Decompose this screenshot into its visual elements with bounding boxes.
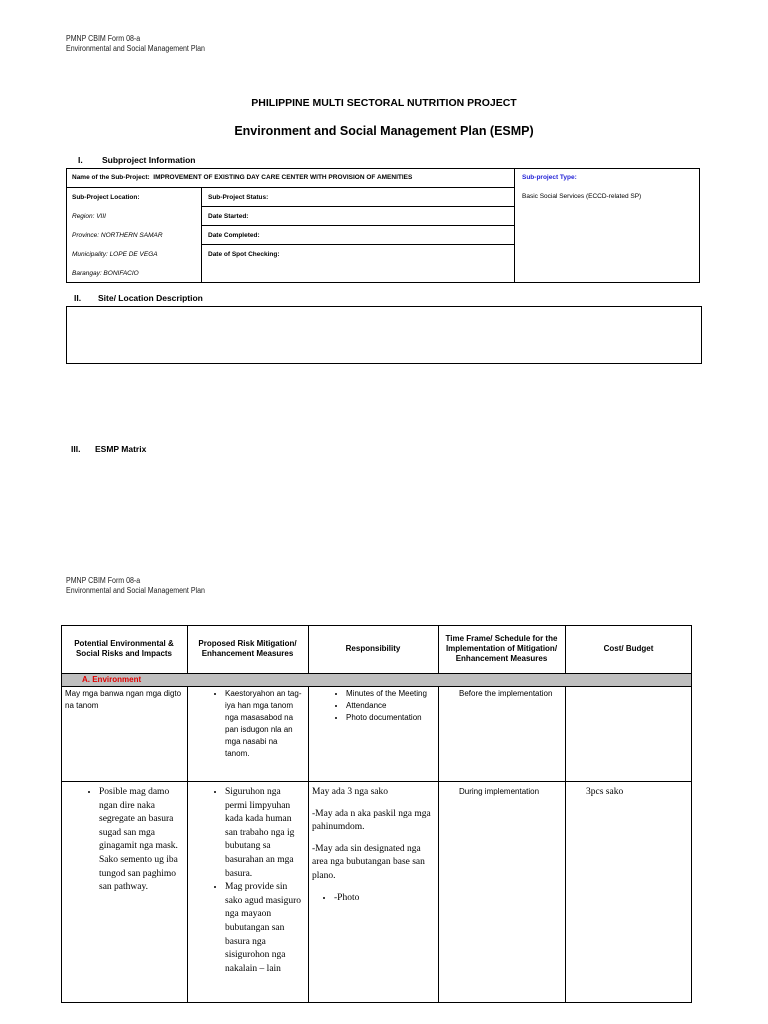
row1-timeframe: Before the implementation	[459, 689, 553, 698]
barangay: Barangay: BONIFACIO	[72, 270, 139, 277]
row1-mitigation	[187, 686, 308, 762]
list-item: • Minutes of the Meeting	[346, 688, 434, 700]
date-completed: Date Completed:	[208, 232, 260, 239]
section-1-heading: I. Subproject Information	[78, 155, 196, 165]
row1-risk: May mga banwa ngan mga digto na tanom	[65, 689, 182, 710]
col-header-cost: Cost/ Budget	[603, 644, 654, 653]
plan-title: Environment and Social Management Plan (ESMP)	[234, 124, 534, 138]
list-item: • Siguruhon nga permi limpyuhan kada kada human san trabaho nga ig bubutang sa basurahan an mga basura.	[225, 786, 304, 881]
section-3-heading: III. ESMP Matrix	[71, 444, 147, 454]
status-label: Sub-Project Status:	[208, 194, 269, 201]
date-started: Date Started:	[208, 213, 249, 220]
form-header-page2	[66, 576, 205, 596]
row2-mitigation	[187, 784, 308, 978]
municipality: Municipality: LOPE DE VEGA	[72, 251, 158, 258]
row2-timeframe: During implementation	[459, 787, 540, 796]
form-name: Environmental and Social Management Plan	[66, 44, 205, 53]
region: Region: VIII	[72, 213, 106, 220]
row2-risk	[61, 784, 187, 897]
resp-line-3: -May ada sin designated nga area nga bubutangan base san plano.	[312, 843, 425, 881]
row1-responsibility	[308, 686, 438, 726]
form-header	[66, 34, 205, 54]
form-name: Environmental and Social Management Plan	[66, 586, 205, 595]
section-2-heading: II. Site/ Location Description	[74, 293, 203, 303]
col-header-risks: Potential Environmental & Social Risks and Impacts	[74, 639, 174, 658]
resp-line-1: May ada 3 nga sako	[312, 787, 388, 797]
list-item: • Kaestoryahon an tag-iya han mga tanom nga masasabod na pan isdugon nla an mga nasabi na tanom.	[225, 688, 304, 760]
col-header-responsibility: Responsibility	[345, 644, 401, 653]
list-item: • Photo documentation	[346, 712, 434, 724]
subproject-type-label: Sub-project Type:	[522, 174, 577, 181]
list-item: • Posible mag damo ngan dire naka segregate an basura sugad san mga ginagamit nga mask. Sako semento ug iba tungod san paghimo san pathway.	[99, 786, 183, 895]
resp-line-2: -May ada n aka paskil nga mga pahinumdom.	[312, 808, 431, 833]
site-description-box	[66, 306, 702, 364]
province: Province: NORTHERN SAMAR	[72, 232, 163, 239]
category-environment: A. Environment	[82, 675, 142, 684]
location-label: Sub-Project Location:	[72, 194, 140, 201]
date-spot-checking: Date of Spot Checking:	[208, 251, 280, 258]
project-title: PHILIPPINE MULTI SECTORAL NUTRITION PROJECT	[251, 97, 517, 109]
subproject-type-value: Basic Social Services (ECCD-related SP)	[522, 193, 642, 200]
list-item: • Attendance	[346, 700, 434, 712]
row1-cost	[565, 686, 692, 690]
col-header-timeframe: Time Frame/ Schedule for the Implementation of Mitigation/ Enhancement Measures	[445, 634, 558, 663]
list-item: • Mag provide sin sako agud masiguro nga mayaon bubutangan san basura nga sisigurohon nga nakalain – lain	[225, 881, 304, 976]
row2-cost: 3pcs sako	[586, 787, 624, 797]
form-code: PMNP CBIM Form 08-a	[66, 34, 141, 43]
category-row	[62, 674, 691, 686]
col-header-mitigation: Proposed Risk Mitigation/ Enhancement Measures	[198, 639, 297, 658]
subproject-name: Name of the Sub-Project: IMPROVEMENT OF EXISTING DAY CARE CENTER WITH PROVISION OF AMENITIES	[72, 174, 413, 181]
form-code: PMNP CBIM Form 08-a	[66, 576, 141, 585]
list-item: • -Photo	[334, 892, 434, 906]
row2-responsibility	[308, 784, 438, 907]
